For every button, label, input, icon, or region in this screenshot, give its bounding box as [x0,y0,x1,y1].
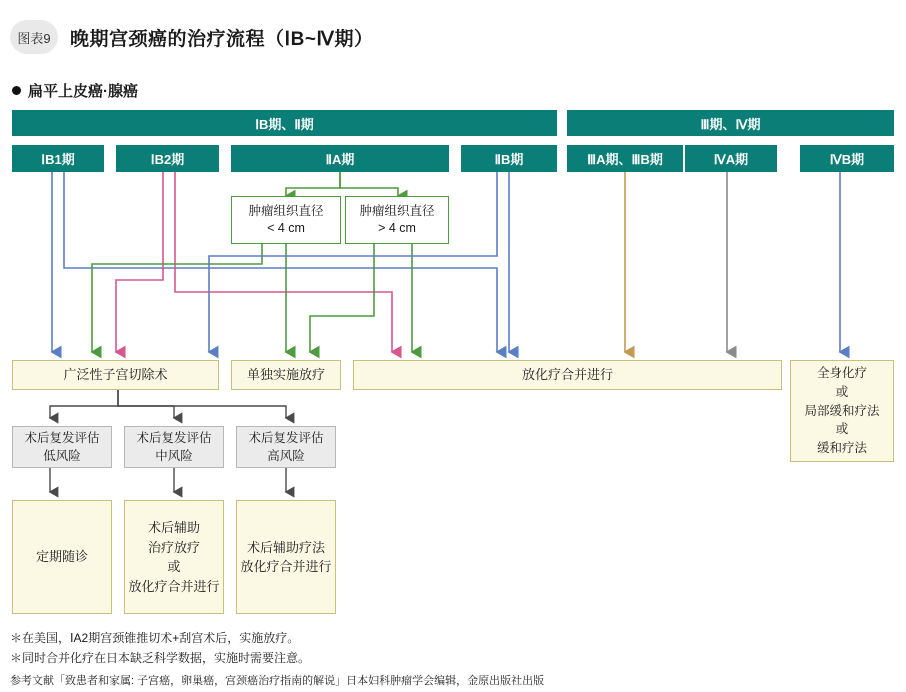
risk-box-high [236,426,336,468]
stage-label: ⅠB2期 [150,152,185,167]
treatment-label: 广泛性子宫切除术 [63,367,168,383]
bullet-icon [12,86,21,95]
section-heading-label: 扁平上皮癌·腺癌 [28,83,138,100]
stage-box-ib2[interactable] [116,145,219,172]
tumor-size-line2: > 4 cm [378,221,416,235]
followup-line: 治疗放疗 [147,539,200,555]
treatment-label: 放化疗合并进行 [521,367,613,383]
treatment-box-systemic-palliative [790,360,894,462]
risk-line2: 高风险 [267,449,305,463]
stage-label: ⅡB期 [494,152,524,167]
tumor-size-line2: < 4 cm [267,221,305,235]
page-title: 晚期宫颈癌的治疗流程（ⅠB~Ⅳ期） [70,29,374,50]
stage-box-iia[interactable] [231,145,449,172]
treatment-box-radiotherapy-alone [231,360,341,390]
group-header-label: Ⅲ期、Ⅳ期 [700,116,761,132]
followup-line: 放化疗合并进行 [128,578,220,594]
footnotes [10,628,310,669]
stage-label: ⅡA期 [325,152,355,167]
treatment-box-radical-hysterectomy [12,360,219,390]
footnote-0: ＊在美国，ⅠA2期宫颈锥推切术+刮宫术后，实施放疗。 [10,631,300,645]
stage-label: ⅢA期、ⅢB期 [587,152,663,167]
followup-line: 或 [167,559,181,574]
footnote-1: ＊同时合并化疗在日本缺乏科学数据，实施时需要注意。 [10,651,311,666]
tumor-size-line1: 肿瘤组织直径 [248,204,324,219]
treatment-label: 单独实施放疗 [246,367,325,383]
treatment-line: 缓和疗法 [816,441,867,456]
risk-line1: 术后复发评估 [136,430,212,445]
stage-label: ⅠB1期 [41,152,75,167]
reference-line: 参考文献「致患者和家属: 子宫癌，卵巢癌，宫颈癌治疗指南的解说」日本妇科肿瘤学会编辑，金原出版社出版 [10,675,545,687]
group-header-label: ⅠB期、Ⅱ期 [255,116,314,132]
risk-line2: 中风险 [155,449,193,463]
group-header-0 [12,110,557,136]
treatment-line: 或 [835,384,849,399]
group-header-1 [567,110,894,136]
followup-line: 放化疗合并进行 [240,559,332,574]
stage-box-iib[interactable] [461,145,557,172]
section-heading [12,80,138,101]
followup-box-adjuvant [124,500,224,614]
tumor-size-line1: 肿瘤组织直径 [359,204,435,219]
figure-badge: 图表9 [10,20,58,54]
treatment-line: 或 [835,422,849,437]
followup-box-adjuvant-chemoradiation [236,500,336,614]
treatment-line: 全身化疗 [816,366,867,381]
risk-line1: 术后复发评估 [24,430,100,445]
treatment-box-chemoradiation [353,360,782,390]
stage-box-iiia-iiib[interactable] [567,145,683,172]
tumor-size-box-small [231,196,341,244]
risk-box-medium [124,426,224,468]
stage-box-ivb[interactable] [800,145,894,172]
stage-box-iva[interactable] [685,145,777,172]
treatment-line: 局部缓和疗法 [804,403,880,418]
stage-label: ⅣA期 [713,152,749,167]
stage-box-ib1[interactable] [12,145,104,172]
risk-line1: 术后复发评估 [248,430,324,445]
risk-line2: 低风险 [43,449,81,463]
followup-line: 定期随诊 [35,549,88,565]
tumor-size-box-large [345,196,449,244]
risk-box-low [12,426,112,468]
stage-label: ⅣB期 [829,152,865,167]
followup-box-routine [12,500,112,614]
followup-line: 术后辅助疗法 [246,539,325,555]
followup-line: 术后辅助 [147,520,200,535]
